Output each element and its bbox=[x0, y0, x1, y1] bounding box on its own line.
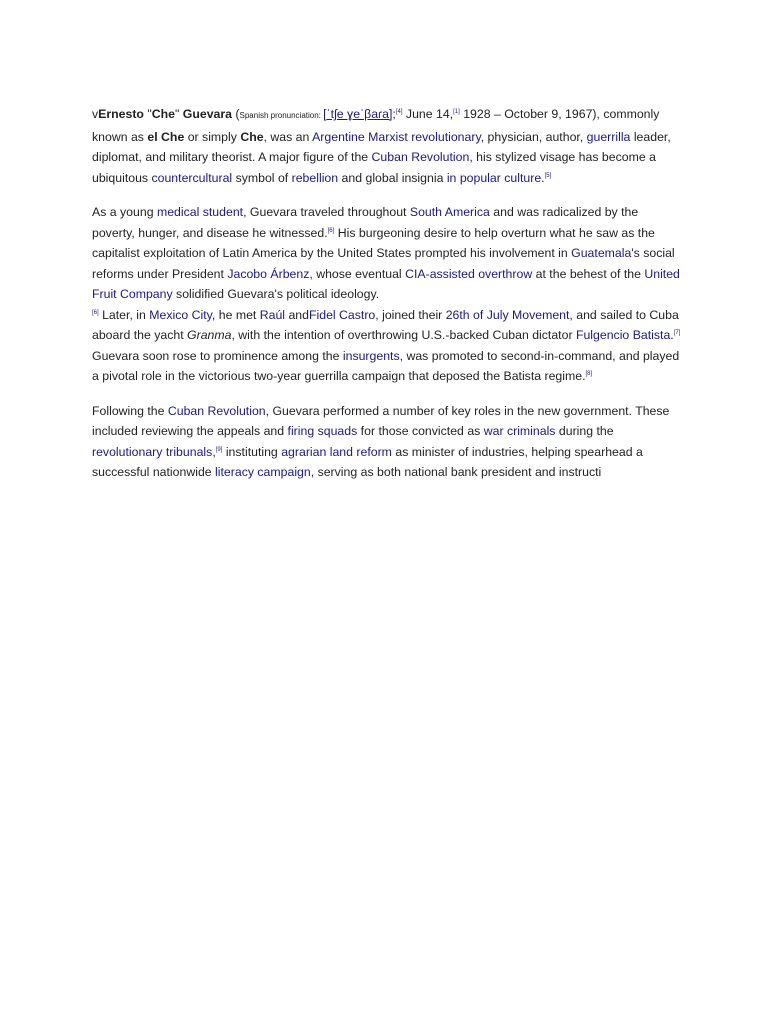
text: leader, diplomat, and military theorist. A major figure of the bbox=[92, 129, 671, 164]
ref-5[interactable]: [5] bbox=[544, 172, 552, 179]
link-medical-student[interactable]: medical student bbox=[156, 205, 244, 219]
link-fidel-castro[interactable]: Fidel Castro bbox=[308, 307, 376, 322]
text: , was an bbox=[263, 129, 313, 144]
granma: Granma bbox=[187, 328, 232, 342]
link-guerrilla[interactable]: guerrilla bbox=[586, 129, 631, 144]
link-insurgents[interactable]: insurgents bbox=[342, 348, 400, 363]
paragraph-early-life bbox=[92, 202, 682, 387]
link-arbenz[interactable]: Jacobo Árbenz bbox=[227, 266, 310, 281]
text: , serving as both national bank president and instructi bbox=[310, 465, 602, 479]
text: symbol of bbox=[232, 170, 292, 185]
text: during the bbox=[555, 424, 614, 438]
link-argentine[interactable]: Argentine bbox=[312, 129, 365, 144]
text: , Guevara traveled throughout bbox=[243, 205, 410, 219]
stray-mark: v bbox=[92, 107, 99, 121]
link-revolutionary[interactable]: revolutionary bbox=[411, 129, 481, 144]
link-26-july[interactable]: 26th of July Movement bbox=[445, 307, 570, 322]
link-marxist[interactable]: Marxist bbox=[368, 129, 408, 144]
text: as minister of industries, helping spearhead a successful nationwide bbox=[92, 444, 643, 479]
text: . bbox=[541, 170, 545, 185]
text: As a young bbox=[92, 205, 157, 219]
name-first: Ernesto bbox=[98, 107, 144, 121]
link-agrarian-reform[interactable]: agrarian land reform bbox=[281, 444, 392, 459]
link-revolutionary-tribunals[interactable]: revolutionary tribunals bbox=[92, 444, 213, 459]
link-south-america[interactable]: South America bbox=[409, 205, 490, 219]
link-mexico-city[interactable]: Mexico City bbox=[149, 307, 212, 322]
che: Che bbox=[240, 129, 264, 144]
link-raul[interactable]: Raúl bbox=[259, 307, 286, 322]
ref-6b[interactable]: [6] bbox=[92, 309, 99, 316]
ref-4[interactable]: [4] bbox=[395, 109, 403, 115]
quote-close: " bbox=[174, 107, 183, 121]
semicolon: ; bbox=[392, 107, 396, 121]
link-popular-culture[interactable]: in popular culture bbox=[446, 170, 542, 185]
ipa-link[interactable]: [ˈtʃe ɣeˈβaɾa] bbox=[323, 107, 393, 121]
text: Later, in bbox=[98, 307, 150, 322]
text: instituting bbox=[222, 444, 282, 459]
ref-8[interactable]: [8] bbox=[585, 371, 593, 377]
link-cuban-revolution[interactable]: Cuban Revolution bbox=[371, 150, 470, 164]
el-che: el Che bbox=[147, 129, 185, 144]
text: , was promoted to second-in-command, and played a pivotal role in the victorious two-year guerrilla campaign that deposed the Batista regime. bbox=[92, 348, 680, 383]
text: or simply bbox=[184, 129, 241, 144]
text: 's social reforms under President bbox=[92, 246, 675, 281]
ref-1[interactable]: [1] bbox=[453, 109, 460, 115]
paragraph-intro bbox=[92, 104, 682, 188]
text: , physician, author, bbox=[480, 129, 587, 144]
link-countercultural[interactable]: countercultural bbox=[151, 170, 233, 185]
article-body bbox=[92, 104, 682, 497]
text: and bbox=[285, 307, 309, 322]
text: . bbox=[670, 328, 674, 342]
text: for those convicted as bbox=[357, 424, 484, 438]
surname: Guevara bbox=[182, 107, 232, 121]
text: , he met bbox=[211, 307, 260, 322]
link-guatemala[interactable]: Guatemala bbox=[571, 246, 632, 260]
pronunciation-label: Spanish pronunciation: bbox=[239, 111, 324, 120]
link-rebellion[interactable]: rebellion bbox=[291, 170, 339, 185]
text: , whose eventual bbox=[309, 266, 406, 281]
text: , and sailed to Cuba aboard the yacht bbox=[92, 307, 679, 342]
text: and was radicalized by the poverty, hunger, and disease he witnessed. bbox=[92, 205, 639, 240]
link-cia-overthrow[interactable]: CIA-assisted overthrow bbox=[405, 266, 533, 281]
text: , bbox=[212, 444, 216, 459]
paren-open: ( bbox=[232, 107, 240, 121]
link-united-fruit[interactable]: United Fruit Company bbox=[92, 266, 680, 301]
text: 1928 – October 9, 1967), commonly known as bbox=[92, 107, 660, 144]
text: June 14, bbox=[402, 107, 454, 121]
text: , with the intention of overthrowing U.S.-backed Cuban dictator bbox=[231, 328, 576, 342]
text: , Guevara performed a number of key roles in the new government. These included reviewing the appeals and bbox=[92, 403, 670, 438]
nickname: Che bbox=[151, 107, 175, 121]
link-cuban-revolution-2[interactable]: Cuban Revolution bbox=[167, 403, 266, 418]
paragraph-government bbox=[92, 401, 682, 483]
link-literacy-campaign[interactable]: literacy campaign bbox=[215, 465, 311, 479]
quote-open: " bbox=[143, 107, 152, 121]
link-firing-squads[interactable]: firing squads bbox=[287, 424, 358, 438]
text: solidified Guevara's political ideology. bbox=[172, 287, 380, 301]
text: , his stylized visage has become a ubiquitous bbox=[92, 150, 656, 185]
text: Following the bbox=[92, 403, 168, 418]
link-war-criminals[interactable]: war criminals bbox=[483, 424, 556, 438]
ref-7[interactable]: [7] bbox=[673, 330, 681, 336]
ref-9[interactable]: [9] bbox=[215, 446, 223, 453]
text: His burgeoning desire to help overturn what he saw as the capitalist exploitation of Latin America by the United States prompted his involvement in bbox=[92, 225, 655, 260]
text: Guevara soon rose to prominence among the bbox=[92, 348, 343, 363]
text: and global insignia bbox=[338, 170, 447, 185]
ref-6[interactable]: [6] bbox=[327, 227, 335, 234]
link-batista[interactable]: Fulgencio Batista bbox=[575, 328, 671, 342]
text: at the behest of the bbox=[532, 266, 645, 281]
text: , joined their bbox=[375, 307, 446, 322]
